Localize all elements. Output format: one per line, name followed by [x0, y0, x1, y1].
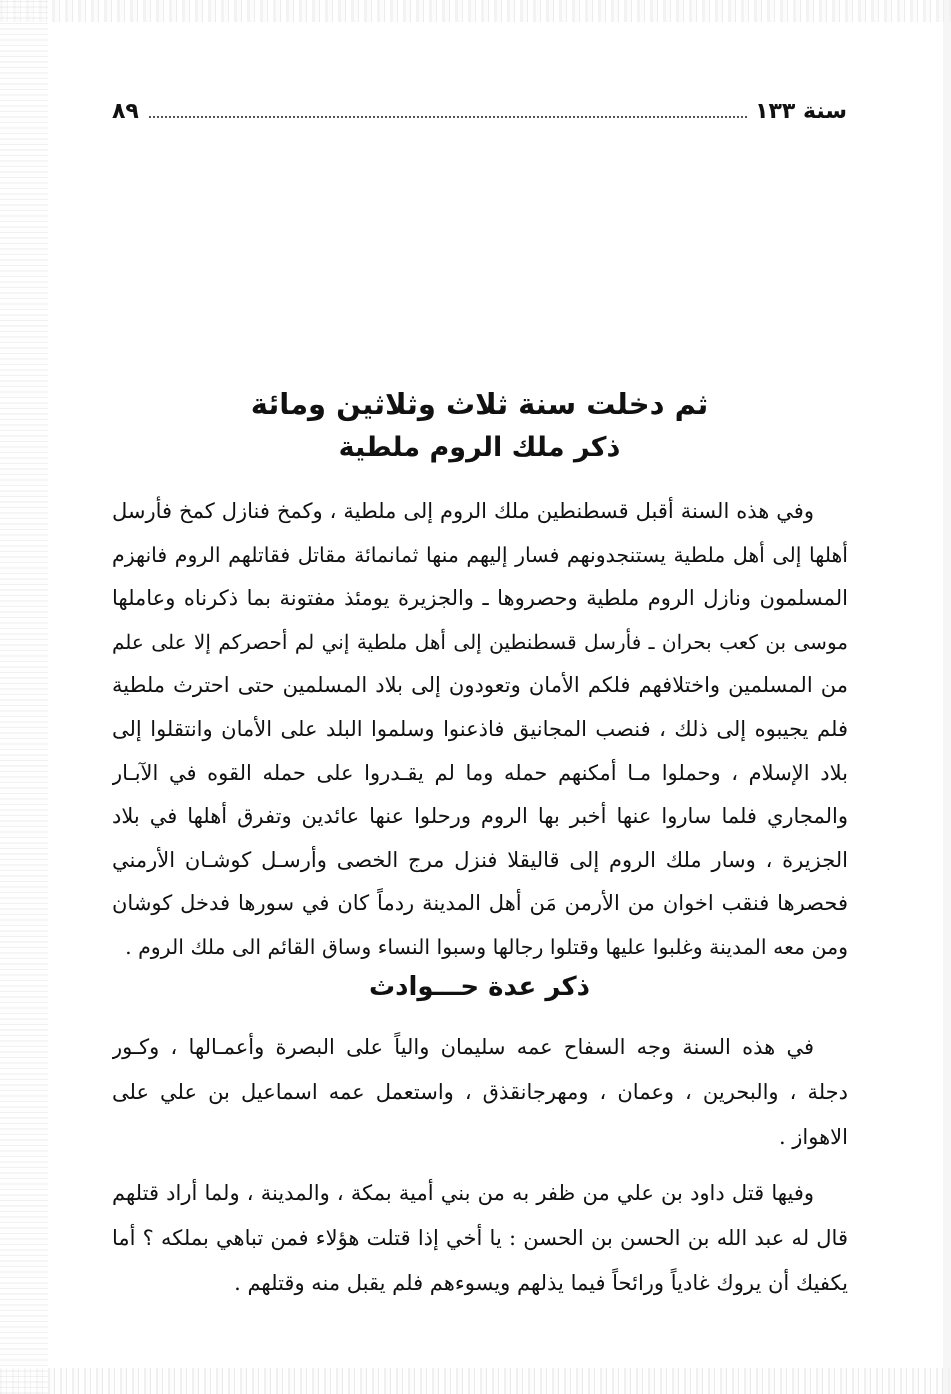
scan-edge-left: [0, 0, 48, 1394]
text-line: الاهواز .: [778, 1125, 848, 1149]
text-line: الجزيرة ، وسار ملك الروم إلى قاليقلا فنزل مرج الخصى وأرسـل كوشـان الأرمني: [112, 847, 848, 872]
scan-edge-bottom: [0, 1368, 951, 1394]
text-line: وفيها قتل داود بن علي من ظفر به من بني أمية بمكة ، والمدينة ، ولما أراد قتلهم: [112, 1181, 814, 1205]
chapter-heading: ثم دخلت سنة ثلاث وثلاثين ومائة: [250, 387, 709, 421]
dotted-rule: [149, 116, 747, 118]
text-line: يكفيك أن يروك غادياً ورائحاً فيما يذلهم ويسوءهم فلم يقبل منه وقتلهم .: [234, 1271, 848, 1295]
scan-edge-top: [0, 0, 951, 22]
text-line: من المسلمين واختلافهم فلكم الأمان وتعودون إلى بلاد المسلمين حتى احترث ملطية: [112, 673, 848, 698]
text-line: المسلمون ونازل الروم ملطية وحصروها ـ والجزيرة يومئذ مفتونة بما ذكرناه وعاملها: [112, 586, 848, 611]
section-heading: ذكر عدة حـــوادث: [369, 972, 590, 1002]
text-line: فلم يجيبوه إلى ذلك ، فنصب المجانيق فاذعنوا وسلموا البلد على الأمان وانتقلوا إلى: [112, 716, 848, 741]
paragraph-dawud: [112, 1171, 848, 1306]
section-heading: ذكر ملك الروم ملطية: [338, 432, 621, 463]
paragraph-malatya: [112, 490, 848, 970]
text-line: بلاد الإسلام ، وحملوا مـا أمكنهم حمله وما لم يقـدروا على حمله القوه في الآبـار: [112, 760, 848, 785]
text-line: وفي هذه السنة أقبل قسطنطين ملك الروم إلى ملطية ، وكمخ فنازل كمخ فأرسل: [112, 499, 814, 523]
text-line: أهلها إلى أهل ملطية يستنجدونهم فسار إليهم منها ثمانمائة مقاتل فقاتلهم الروم فانهزم: [112, 542, 848, 567]
paragraph-appointments: [112, 1025, 848, 1160]
scan-edge-right: [943, 0, 951, 1394]
text-line: موسى بن كعب بحران ـ فأرسل قسطنطين إلى أهل ملطية إني لم أحصركم إلا على علم: [112, 629, 848, 654]
text-line: ومن معه المدينة وغلبوا عليها وقتلوا رجالها وسبوا النساء وساق القائم الى ملك الروم .: [125, 934, 848, 959]
text-line: فحصرها فنقب اخوان من الأرمن مَن أهل المدينة ردماً كان في سورها فدخل كوشان: [112, 891, 848, 916]
running-title: سنة ١٣٣: [755, 99, 847, 124]
text-line: والمجاري فلما ساروا عنها أخبر بها الروم ورحلوا عنها عائدين وتفرق أهلها في بلاد: [112, 804, 848, 829]
text-line: دجلة ، والبحرين ، وعمان ، ومهرجانقذق ، واستعمل عمه اسماعيل بن علي على: [112, 1080, 848, 1104]
text-line: قال له عبد الله بن الحسن بن الحسن : يا أخي إذا قتلت هؤلاء فمن تباهي بملكه ؟ أما: [112, 1226, 848, 1250]
text-line: في هذه السنة وجه السفاح عمه سليمان والياً على البصرة وأعمـالها ، وكـور: [112, 1035, 814, 1059]
page-number: ٨٩: [112, 99, 139, 124]
running-header: [112, 88, 847, 124]
